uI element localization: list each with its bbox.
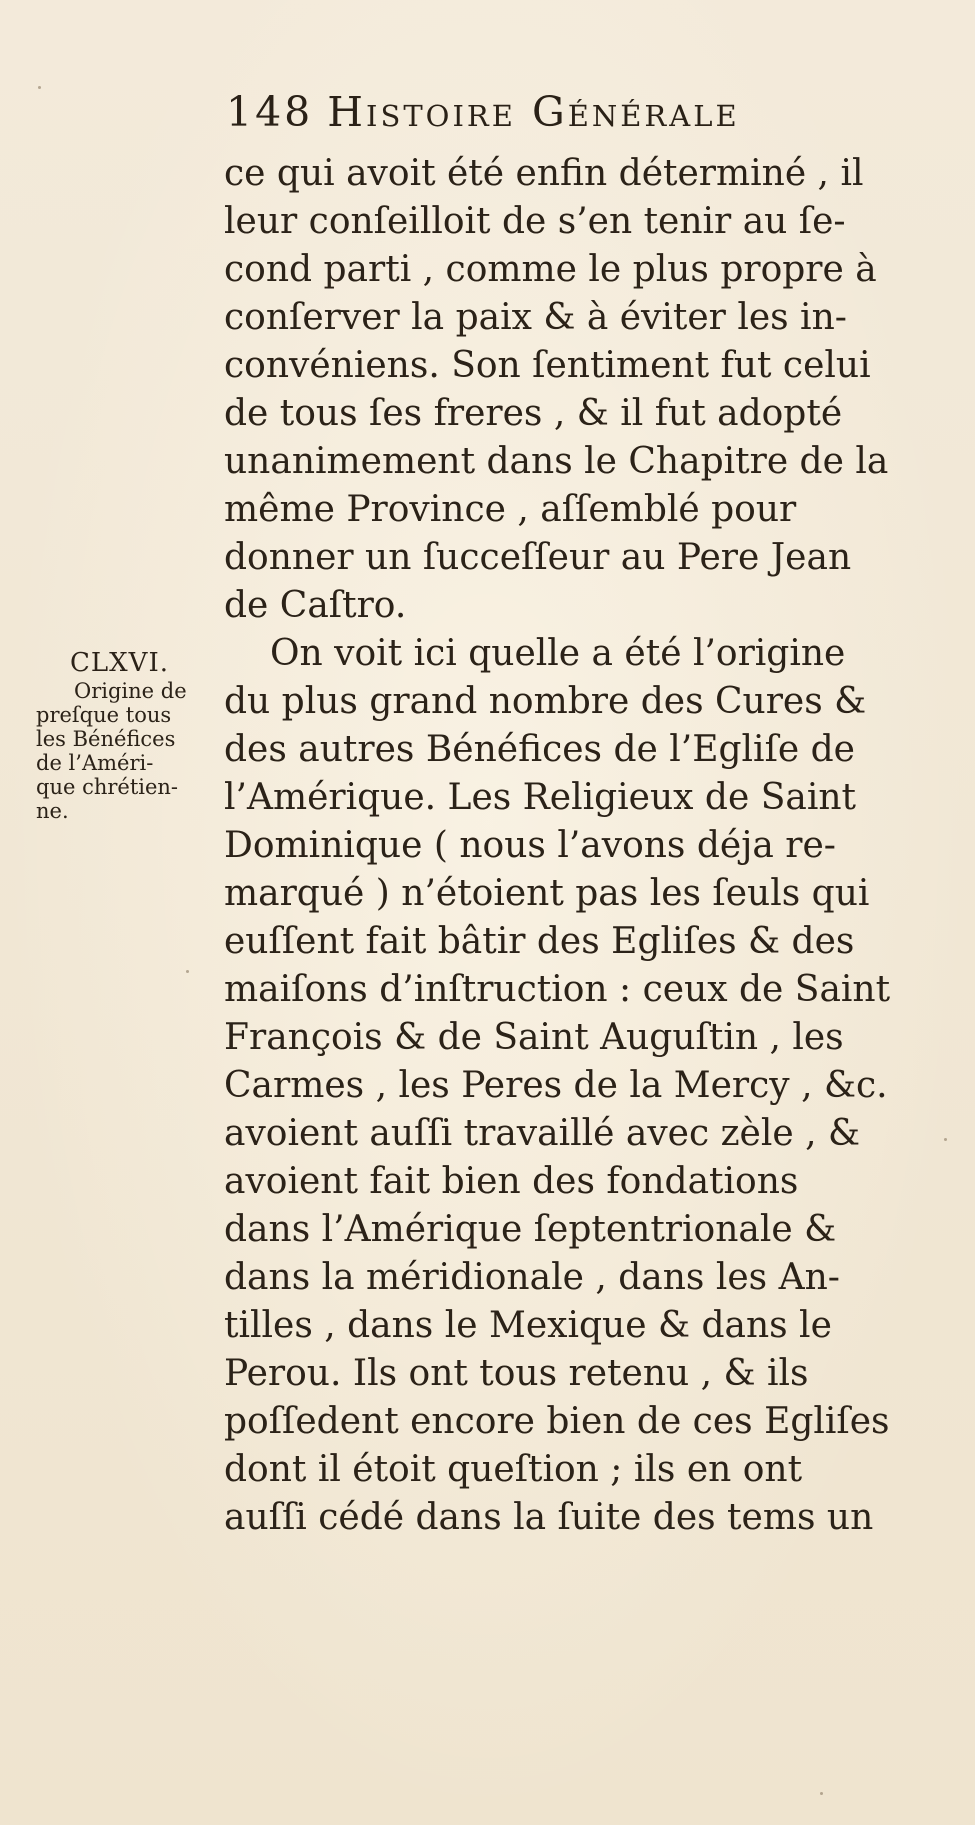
text-line: leur conſeilloit de s’en tenir au ſe-	[224, 201, 846, 242]
text-line: dans l’Amérique ſeptentrionale &	[224, 1209, 837, 1250]
margin-note-line: ne.	[36, 799, 69, 823]
text-line: tilles , dans le Mexique & dans le	[224, 1305, 832, 1346]
text-line: de tous ſes freres , & il fut adopté	[224, 393, 843, 434]
text-line: des autres Bénéfices de l’Egliſe de	[224, 729, 855, 770]
paper-speck	[186, 970, 189, 973]
text-line: Perou. Ils ont tous retenu , & ils	[224, 1353, 809, 1394]
text-line: Dominique ( nous l’avons déja re-	[224, 825, 836, 866]
margin-note-line: les Bénéfices	[36, 727, 176, 751]
text-line: avoient fait bien des fondations	[224, 1161, 799, 1202]
text-line: cond parti , comme le plus propre à	[224, 249, 877, 290]
text-line: même Province , aſſemblé pour	[224, 489, 797, 530]
margin-note	[36, 647, 216, 823]
text-line: ce qui avoit été enfin déterminé , il	[224, 153, 864, 194]
text-line: convéniens. Son ſentiment fut celui	[224, 345, 871, 386]
margin-note-line: preſque tous	[36, 703, 172, 727]
margin-note-line: Origine de	[74, 679, 187, 703]
text-line: de Caſtro.	[224, 585, 407, 626]
running-header	[226, 88, 866, 136]
text-line: maiſons d’inſtruction : ceux de Saint	[224, 969, 891, 1010]
main-text-block	[224, 150, 914, 1542]
page-number: 148	[226, 88, 314, 136]
margin-note-line: que chrétien-	[36, 775, 179, 799]
text-line: Carmes , les Peres de la Mercy , &c.	[224, 1065, 888, 1106]
running-title: Histoire Générale	[327, 88, 740, 136]
text-line: euſſent fait bâtir des Egliſes & des	[224, 921, 855, 962]
text-line: dont il étoit queſtion ; ils en ont	[224, 1449, 803, 1490]
text-line: avoient auſſi travaillé avec zèle , &	[224, 1113, 861, 1154]
paper-speck	[944, 1138, 947, 1141]
text-line: conſerver la paix & à éviter les in-	[224, 297, 847, 338]
text-line: unanimement dans le Chapitre de la	[224, 441, 889, 482]
text-line: l’Amérique. Les Religieux de Saint	[224, 777, 856, 818]
section-number: CLXVI.	[70, 648, 169, 678]
paper-speck	[820, 1792, 823, 1795]
text-line: dans la méridionale , dans les An-	[224, 1257, 840, 1298]
margin-note-line: de l’Améri-	[36, 751, 154, 775]
text-line: auſſi cédé dans la ſuite des tems un	[224, 1497, 874, 1538]
text-line: du plus grand nombre des Cures &	[224, 681, 867, 722]
text-line: donner un ſucceſſeur au Pere Jean	[224, 537, 852, 578]
text-line: marqué ) n’étoient pas les ſeuls qui	[224, 873, 870, 914]
paper-speck	[38, 86, 41, 89]
text-line: poſſedent encore bien de ces Egliſes	[224, 1401, 890, 1442]
text-line: On voit ici quelle a été l’origine	[270, 633, 846, 674]
text-line: François & de Saint Auguſtin , les	[224, 1017, 844, 1058]
